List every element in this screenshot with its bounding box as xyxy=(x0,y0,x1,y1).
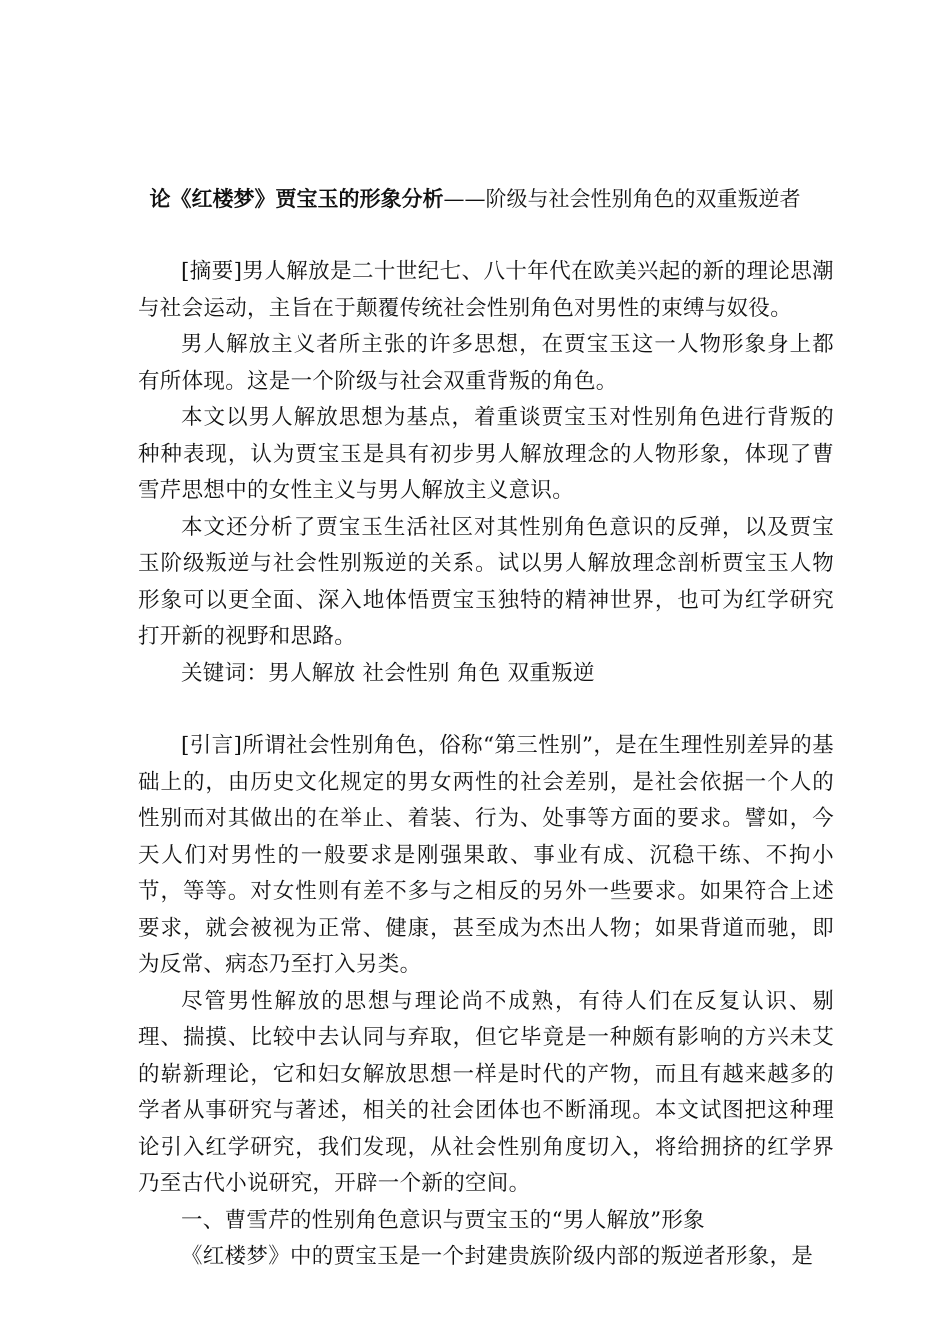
title-subtitle: ——阶级与社会性别角色的双重叛逆者 xyxy=(443,187,801,211)
section-heading: 一、曹雪芹的性别角色意识与贾宝玉的“男人解放”形象 xyxy=(181,1207,705,1233)
intro-paragraph: [引言]所谓社会性别角色，俗称“第三性别”，是在生理性别差异的基础上的，由历史文化规定的男女两性的社会差别，是社会依据一个人的性别而对其做出的在举止、着装、行为、处事等方面的要求。譬如，今天人们对男性的一般要求是刚强果敢、事业有成、沉稳干练、不拘小节，等等。对女性则有差不多与之相反的另外一些要求。如果符合上述要求，就会被视为正常、健康，甚至成为杰出人物；如果背道而驰，即为反常、病态乃至打入另类。 xyxy=(138,733,834,977)
section-spacer xyxy=(138,692,834,728)
body-paragraph: 《红楼梦》中的贾宝玉是一个封建贵族阶级内部的叛逆者形象，是 xyxy=(181,1244,814,1269)
abstract-paragraph: 本文还分析了贾宝玉生活社区对其性别角色意识的反弹，以及贾宝玉阶级叛逆与社会性别叛逆的关系。试以男人解放理念剖析贾宝玉人物形象可以更全面、深入地体悟贾宝玉独特的精神世界，也可为红学研究打开新的视野和思路。 xyxy=(138,514,834,649)
abstract-paragraph: 男人解放主义者所主张的许多思想，在贾宝玉这一人物形象身上都有所体现。这是一个阶级与社会双重背叛的角色。 xyxy=(138,332,834,394)
abstract-paragraph: [摘要]男人解放是二十世纪七、八十年代在欧美兴起的新的理论思潮与社会运动，主旨在于颠覆传统社会性别角色对男性的束缚与奴役。 xyxy=(138,259,834,321)
keywords-line: 关键词：男人解放 社会性别 角色 双重叛逆 xyxy=(181,660,595,686)
document-title xyxy=(60,184,890,214)
document-body xyxy=(138,254,834,1276)
abstract-paragraph: 本文以男人解放思想为基点，着重谈贾宝玉对性别角色进行背叛的种种表现，认为贾宝玉是具有初步男人解放理念的人物形象，体现了曹雪芹思想中的女性主义与男人解放主义意识。 xyxy=(138,405,834,503)
intro-paragraph: 尽管男性解放的思想与理论尚不成熟，有待人们在反复认识、剔理、揣摸、比较中去认同与弃取，但它毕竟是一种颇有影响的方兴未艾的崭新理论，它和妇女解放思想一样是时代的产物，而且有越来越多的学者从事研究与著述，相关的社会团体也不断涌现。本文试图把这种理论引入红学研究，我们发现，从社会性别角度切入，将给拥挤的红学界乃至古代小说研究，开辟一个新的空间。 xyxy=(138,988,834,1196)
title-main: 论《红楼梦》贾宝玉的形象分析 xyxy=(149,186,444,211)
